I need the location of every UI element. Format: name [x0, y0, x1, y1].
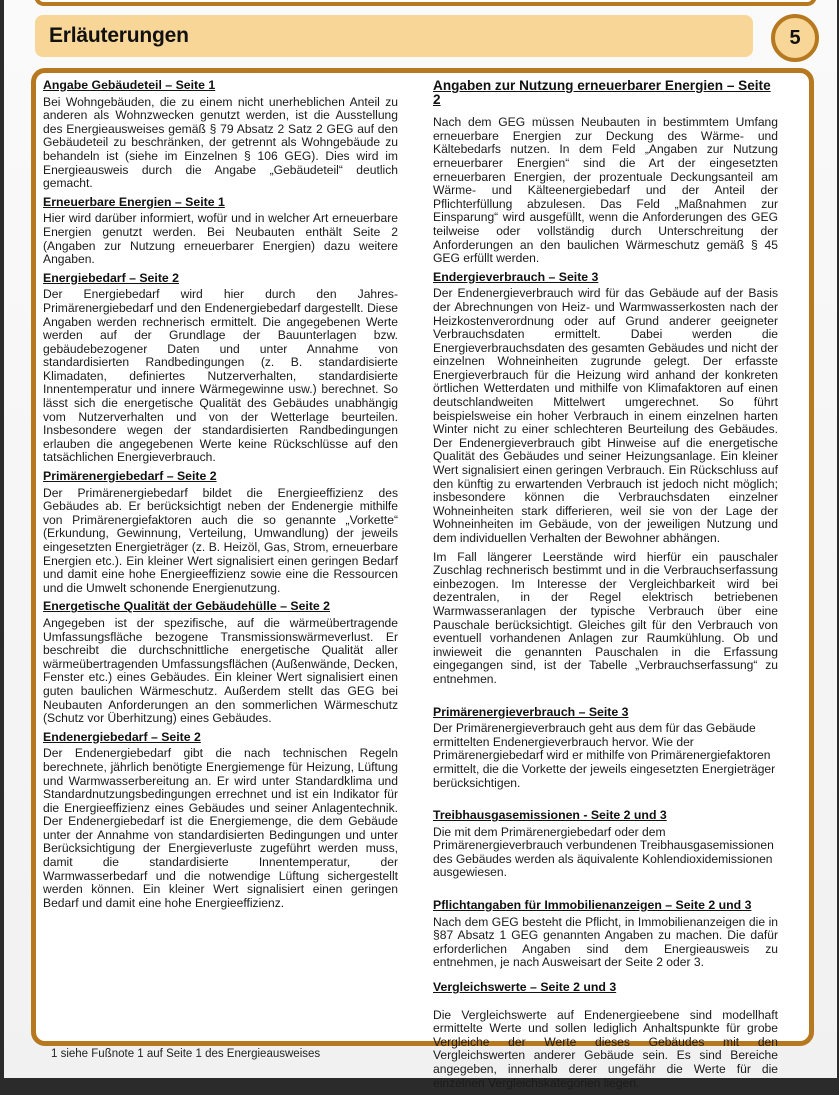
section-erneuerbare-energien — [43, 196, 398, 267]
section-text: Die Vergleichswerte auf Endenergieebene sind modellhaft ermittelte Werte und sollen lediglich Anhaltspunkte für grobe Vergleiche der Werte dieses Gebäudes mit den Vergleichswerten anderer Gebäude sein. Es sind Bereiche angegeben, innerhalb derer ungefähr die Werte für die einzelnen Vergleichskategorien liegen. — [433, 1007, 778, 1090]
footnote: 1 siehe Fußnote 1 auf Seite 1 des Energieausweises — [51, 1048, 321, 1060]
section-endenergiebedarf — [43, 731, 398, 911]
section-heading: Pflichtangaben für Immobilienanzeigen – Seite 2 und 3 — [433, 898, 752, 913]
section-endenergieverbrauch — [433, 271, 778, 687]
section-text: Die mit dem Primärenergiebedarf oder dem Primärenergieverbrauch verbundenen Treibhausgasemissionen des Gebäudes werden als äquivalente Kohlendioxidemissionen ausgewiesen. — [433, 824, 774, 880]
section-primaerenergieverbrauch — [433, 706, 778, 791]
page-number-badge: 5 — [771, 14, 819, 62]
section-text: Bei Wohngebäuden, die zu einem nicht unerheblichen Anteil zu anderen als Wohnzwecken genutzt werden, ist die Ausstellung des Energieausweises gemäß § 79 Absatz 2 Satz 2 GEG auf den Gebäudeteil zu beschränken, der getrennt als Wohngebäude zu behandeln ist (siehe im Einzelnen § 106 GEG). Dies wird im Energieausweis durch die Angabe „Gebäudeteil“ deutlich gemacht. — [43, 94, 398, 191]
section-primaerenergiebedarf — [43, 470, 398, 595]
section-text: Nach dem GEG müssen Neubauten in bestimmtem Umfang erneuerbare Energien zur Deckung des Wärme- und Kältebedarfs nutzen. In dem Feld „Angaben zur Nutzung erneuerbarer Energien“ sind die Art der eingesetzten erneuerbaren Energien, der prozentuale Deckungsanteil am Wärme- und Kälteenergiebedarf und der Anteil der Pflichterfüllung abzulesen. Das Feld „Maßnahmen zur Einsparung“ wird ausgefüllt, wenn die Anforderungen des GEG teilweise oder vollständig durch Unterschreitung der Anforderungen an den baulichen Wärmeschutz gemäß § 45 GEG erfüllt werden. — [433, 115, 778, 266]
section-text: Nach dem GEG besteht die Pflicht, in Immobilienanzeigen die in §87 Absatz 1 GEG genannten Angaben zu machen. Die dafür erforderlichen Angaben sind dem Energieausweis zu entnehmen, je nach Ausweisart der Seite 2 oder 3. — [433, 914, 778, 970]
section-text: Der Endenergiebedarf gibt die nach technischen Regeln berechnete, jährlich benötigte Energiemenge für Heizung, Lüftung und Warmwasserbereitung an. Er wird unter Standardklima und Standardnutzungsbedingungen errechnet und ist ein Indikator für die Energieeffizienz eines Gebäudes und seiner Anlagentechnik. Der Endenergiebedarf ist die Energiemenge, die dem Gebäude unter der Annahme von standardisierten Bedingungen und unter Berücksichtigung der Energieverluste zugeführt werden muss, damit die standardisierte Innentemperatur, der Warmwasserbedarf und die notwendige Lüftung sichergestellt werden können. Ein kleiner Wert signalisiert einen geringen Bedarf und damit eine hohe Energieeffizienz. — [43, 746, 398, 910]
section-text: Der Primärenergiebedarf bildet die Energieeffizienz des Gebäudes ab. Er berücksichtigt neben der Endenergie mithilfe von Primärenergiefaktoren auch die so genannte „Vorkette“ (Erkundung, Gewinnung, Verteilung, Umwandlung) der jeweils eingesetzten Energieträger (z. B. Heizöl, Gas, Strom, erneuerbare Energien etc.). Ein kleiner Wert signalisiert einen geringen Bedarf und damit eine hohe Energieeffizienz sowie eine die Ressourcen und die Umwelt schonende Energienutzung. — [43, 485, 398, 595]
title-bar — [35, 15, 753, 57]
section-heading: Primärenergieverbrauch – Seite 3 — [433, 704, 629, 719]
section-text: Der Primärenergieverbrauch geht aus dem für das Gebäude ermittelten Endenergieverbrauch hervor. Wie der Primärenergiebedarf wird er mithilfe von Primärenergiefaktoren ermittelt, die die Vorkette der jeweils eingesetzten Energieträger berücksichtigen. — [433, 721, 776, 790]
section-heading: Erneuerbare Energien – Seite 1 — [43, 194, 225, 209]
section-gebaeudehuelle — [43, 600, 398, 725]
section-text: Angegeben ist der spezifische, auf die wärmeübertragende Umfassungsfläche bezogene Transmissionswärmeverlust. Er beschreibt die durchschnittliche energetische Qualität aller wärmeübertragenden Umfassungsflächen (Außenwände, Decken, Fenster etc.) eines Gebäudes. Ein kleiner Wert signalisiert einen guten baulichen Wärmeschutz. Außerdem stellt das GEG bei Neubauten Anforderungen an den sommerlichen Wärmeschutz (Schutz vor Überhitzung) eines Gebäudes. — [43, 615, 398, 726]
section-heading: Endergieverbrauch – Seite 3 — [433, 269, 599, 284]
section-treibhausgasemissionen — [433, 809, 778, 880]
section-vergleichswerte — [433, 981, 778, 1090]
section-heading: Vergleichswerte – Seite 2 und 3 — [433, 980, 617, 995]
section-nutzung-erneuerbarer-energien — [433, 79, 778, 266]
section-energiebedarf — [43, 272, 398, 465]
section-text: Der Energiebedarf wird hier durch den Jahres-Primärenergiebedarf und den Endenergiebedarf dargestellt. Diese Angaben werden rechnerisch ermittelt. Die angegebenen Werte werden auf der Grundlage der Bauunterlagen bzw. gebäudebezogener Daten und unter Annahme von standardisierten Randbedingungen (z. B. standardisierte Klimadaten, definiertes Nutzerverhalten, standardisierte Innentemperatur und innere Wärmegewinne usw.) berechnet. So lässt sich die energetische Qualität des Gebäudes unabhängig vom Nutzerverhalten und von der Wetterlage beurteilen. Insbesondere wegen der standardisierten Randbedingungen erlauben die angegebenen Werte keine Rückschlüsse auf den tatsächlichen Energieverbrauch. — [43, 287, 398, 465]
section-pflichtangaben — [433, 899, 778, 970]
section-heading: Endenergiebedarf – Seite 2 — [43, 729, 201, 744]
section-text: Der Endenergieverbrauch wird für das Gebäude auf der Basis der Abrechnungen von Heiz- und Warmwasserkosten nach der Heizkostenverordnung oder auf Grund anderer geeigneter Verbrauchsdaten ermittelt. Dabei werden die Energieverbrauchsdaten des gesamten Gebäudes und nicht der einzelnen Wohneinheiten zugrunde gelegt. Der erfasste Energieverbrauch für die Heizung wird anhand der konkreten örtlichen Wetterdaten und mithilfe von Klimafaktoren auf einen deutschlandweiten Mittelwert umgerechnet. So führt beispielsweise ein hoher Verbrauch in einem einzelnen harten Winter nicht zu einer schlechteren Beurteilung des Gebäudes. Der Endenergieverbrauch gibt Hinweise auf die energetische Qualität des Gebäudes und seiner Heizungsanlage. Ein kleiner Wert signalisiert einen geringen Verbrauch. Ein Rückschluss auf den künftig zu erwartenden Verbrauch ist jedoch nicht möglich; insbesondere können die Verbrauchsdaten einzelner Wohneinheiten stark differieren, weil sie von der Lage der Wohneinheiten im Gebäude, von der jeweiligen Nutzung und dem individuellen Verhalten der Bewohner abhängen. — [433, 286, 778, 545]
page-title: Erläuterungen — [49, 24, 189, 47]
section-heading: Treibhausgasemissionen - Seite 2 und 3 — [433, 808, 667, 823]
previous-frame-edge — [34, 0, 817, 6]
section-heading: Angabe Gebäudeteil – Seite 1 — [43, 78, 216, 92]
right-column — [433, 79, 778, 1095]
section-gebaeudeteil — [43, 79, 398, 191]
section-heading: Energetische Qualität der Gebäudehülle – Seite 2 — [43, 599, 331, 614]
section-heading: Primärenergiebedarf – Seite 2 — [43, 469, 217, 484]
section-heading: Energiebedarf – Seite 2 — [43, 270, 180, 285]
left-column — [43, 79, 398, 915]
section-heading: Angaben zur Nutzung erneuerbarer Energien – Seite 2 — [433, 78, 771, 107]
section-text: Hier wird darüber informiert, wofür und in welcher Art erneuerbare Energien genutzt werden. Bei Neubauten enthält Seite 2 (Angaben zur Nutzung erneuerbarer Energien) dazu weitere Angaben. — [43, 211, 398, 267]
document-page — [4, 0, 837, 1090]
section-text-continued: Im Fall längerer Leerstände wird hierfür ein pauschaler Zuschlag rechnerisch bestimmt und in die Verbrauchserfassung einbezogen. Im Interesse der Vergleichbarkeit wird bei dezentralen, in der Regel elektrisch betriebenen Warmwasseranlagen der typische Verbrauch über eine Pauschale berücksichtigt. Gleiches gilt für den Verbrauch von eventuell vorhandenen Anlagen zur Raumkühlung. Ob und inwieweit die genannten Pauschalen in die Erfassung eingegangen sind, ist der Tabelle „Verbrauchserfassung“ zu entnehmen. — [433, 549, 778, 686]
